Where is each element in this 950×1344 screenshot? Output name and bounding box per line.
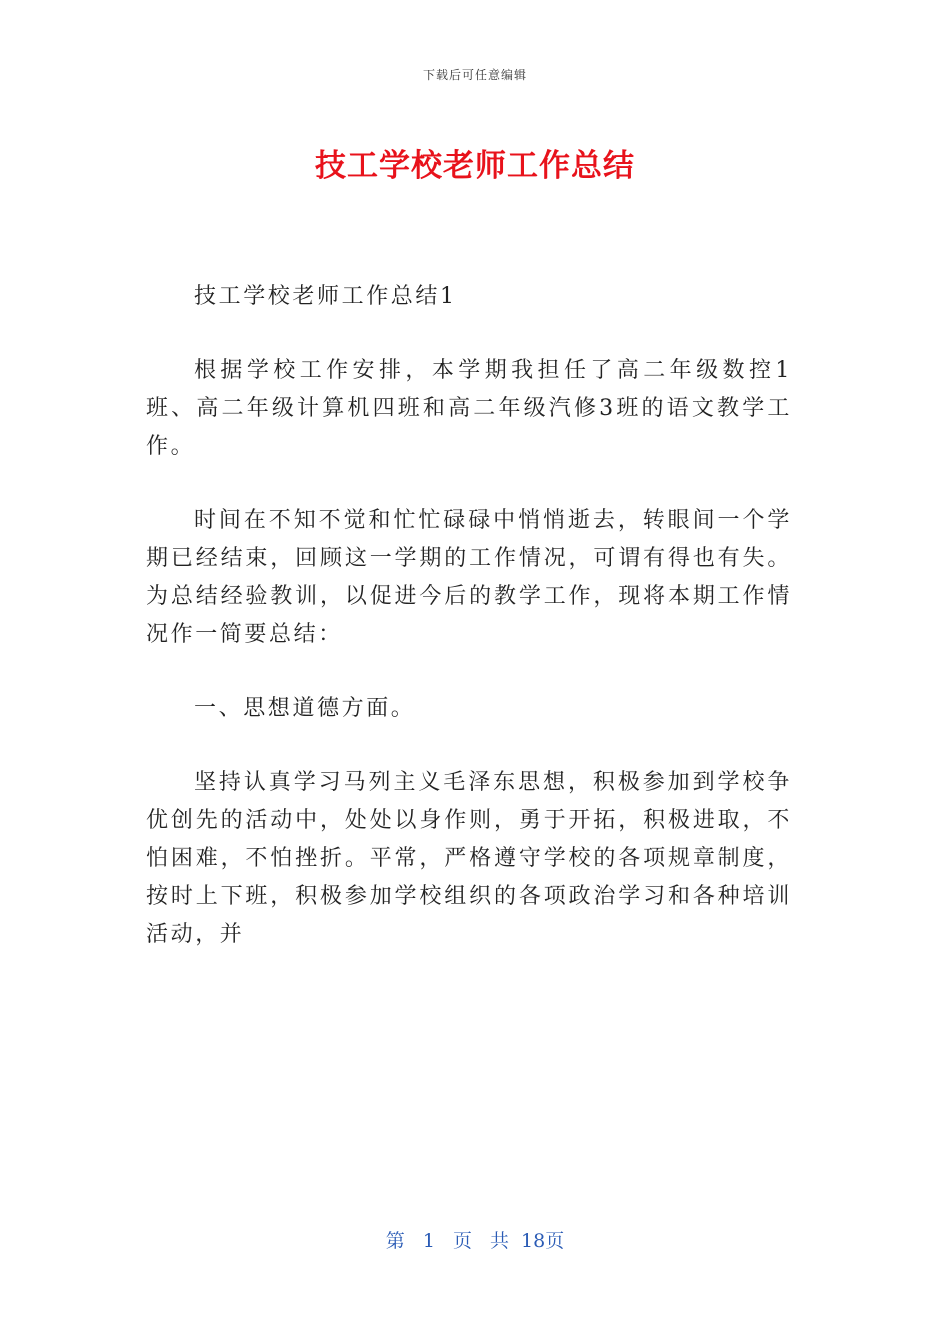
page-number: 1 bbox=[422, 1230, 435, 1252]
paragraph: 根据学校工作安排，本学期我担任了高二年级数控1班、高二年级计算机四班和高二年级汽修3班的语文教学工作。 bbox=[146, 358, 792, 459]
paragraph-heading: 技工学校老师工作总结1 bbox=[194, 284, 457, 309]
page-prefix: 第 bbox=[385, 1230, 405, 1252]
section-heading: 一、思想道德方面。 bbox=[194, 696, 416, 721]
header-note: 下载后可任意编辑 bbox=[422, 68, 527, 82]
paragraph: 坚持认真学习马列主义毛泽东思想，积极参加到学校争优创先的活动中，处处以身作则，勇于开拓，积极进取，不怕困难，不怕挫折。平常，严格遵守学校的各项规章制度，按时上下班，积极参加学校组织的各项政治学习和各种培训活动，并 bbox=[146, 770, 792, 947]
total-prefix: 共 bbox=[490, 1230, 510, 1252]
page-footer bbox=[0, 1226, 950, 1253]
total-pages: 18页 bbox=[521, 1230, 565, 1252]
document-title: 技工学校老师工作总结 bbox=[315, 148, 635, 184]
paragraph: 时间在不知不觉和忙忙碌碌中悄悄逝去，转眼间一个学期已经结束，回顾这一学期的工作情况，可谓有得也有失。为总结经验教训，以促进今后的教学工作，现将本期工作情况作一简要总结： bbox=[146, 508, 792, 647]
document-body bbox=[146, 278, 792, 990]
page-mid: 页 bbox=[452, 1230, 472, 1252]
